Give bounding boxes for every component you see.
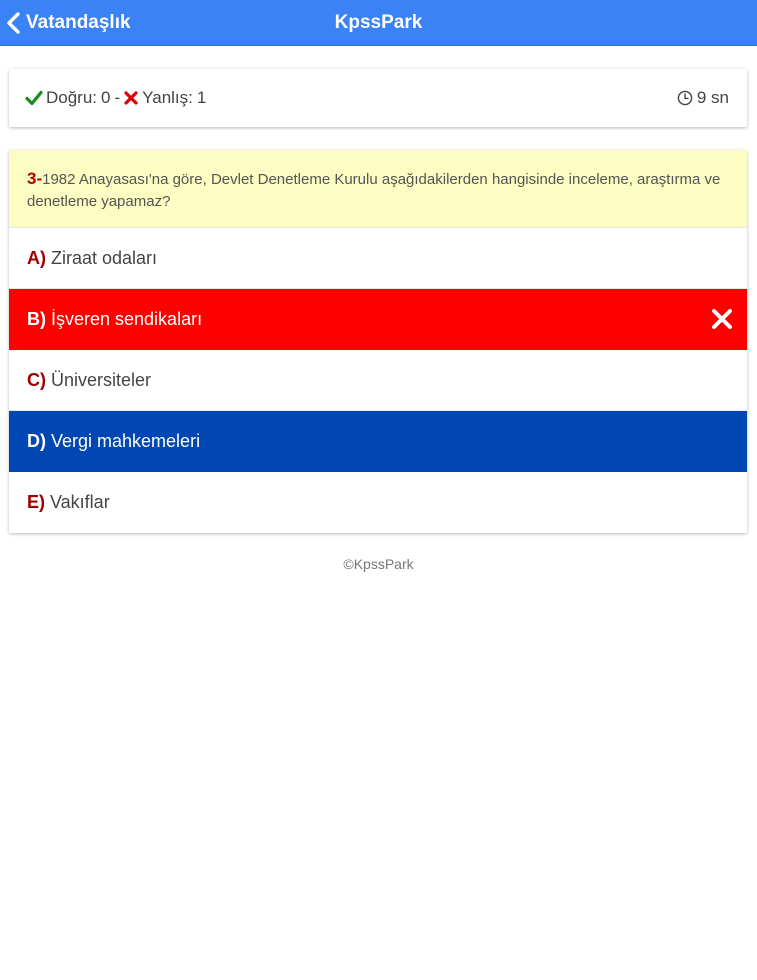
option-c[interactable] <box>9 350 747 411</box>
back-button[interactable] <box>6 0 131 45</box>
score-card <box>9 69 747 127</box>
app-title: KpssPark <box>334 12 423 33</box>
option-a[interactable] <box>9 228 747 289</box>
option-b[interactable] <box>9 289 747 350</box>
question-text: 1982 Anayasası'na göre, Devlet Denetleme Kurulu aşağıdakilerden hangisinde inceleme, araştırma ve denetleme yapamaz? <box>27 171 721 210</box>
cross-icon <box>124 91 138 105</box>
correct-count: 0 <box>101 88 111 107</box>
question-box <box>9 150 747 228</box>
clock-icon <box>677 90 697 106</box>
option-text: Vakıflar <box>50 492 110 512</box>
option-d[interactable] <box>9 411 747 472</box>
option-letter: C) <box>27 369 46 390</box>
option-letter: E) <box>27 492 45 512</box>
footer-copyright: ©KpssPark <box>343 556 414 572</box>
option-text: Üniversiteler <box>51 369 152 390</box>
back-label: Vatandaşlık <box>26 11 131 33</box>
score-separator: - <box>114 88 121 107</box>
wrong-count: 1 <box>196 88 207 107</box>
chevron-left-icon <box>6 12 22 34</box>
correct-label: Doğru: <box>46 88 98 107</box>
option-e[interactable] <box>9 472 747 533</box>
checkmark-icon <box>25 90 43 106</box>
option-letter: B) <box>27 309 46 329</box>
app-header <box>0 0 757 46</box>
wrong-label: Yanlış: <box>142 88 193 107</box>
score-summary <box>25 88 206 108</box>
timer <box>677 69 729 127</box>
option-text: Vergi mahkemeleri <box>51 431 201 451</box>
wrong-answer-icon <box>711 308 733 335</box>
option-text: Ziraat odaları <box>51 247 158 268</box>
option-text: İşveren sendikaları <box>51 309 203 329</box>
option-letter: A) <box>27 247 46 268</box>
question-card <box>9 150 747 533</box>
option-letter: D) <box>27 431 46 451</box>
question-number: 3- <box>27 169 43 188</box>
timer-value: 9 sn <box>696 88 729 107</box>
